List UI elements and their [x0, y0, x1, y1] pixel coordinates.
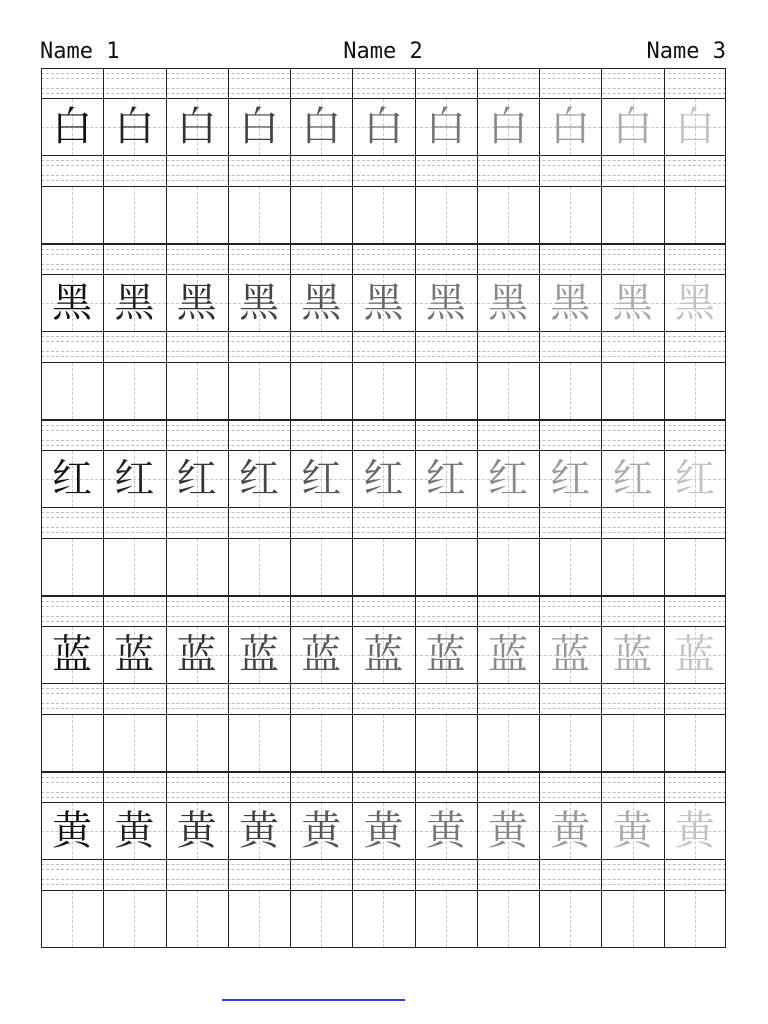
trace-cell[interactable] — [539, 803, 601, 859]
name-2-label: Name 2 — [343, 39, 423, 64]
practice-character: 红 — [425, 456, 466, 502]
practice-grid — [41, 68, 726, 948]
trace-cell[interactable] — [664, 451, 726, 507]
practice-character: 蓝 — [52, 632, 93, 678]
writing-row — [41, 890, 726, 948]
trace-cell[interactable] — [290, 803, 352, 859]
column-line — [477, 68, 478, 948]
trace-cell[interactable] — [352, 275, 414, 331]
name-1-label: Name 1 — [40, 39, 120, 64]
blank-writing-cell[interactable] — [415, 539, 477, 595]
trace-cell[interactable] — [601, 451, 663, 507]
character-band — [41, 596, 726, 772]
practice-character: 蓝 — [238, 632, 279, 678]
blank-writing-cell[interactable] — [477, 891, 539, 947]
column-line — [228, 68, 229, 948]
practice-character: 红 — [674, 456, 715, 502]
trace-cell[interactable] — [41, 99, 103, 155]
trace-cell[interactable] — [103, 627, 165, 683]
blank-writing-cell[interactable] — [477, 715, 539, 771]
blank-writing-cell[interactable] — [601, 363, 663, 419]
pinyin-guide-strip — [41, 508, 726, 538]
blank-writing-cell[interactable] — [290, 363, 352, 419]
trace-cell[interactable] — [103, 99, 165, 155]
pinyin-guide-strip — [41, 244, 726, 274]
practice-character: 红 — [363, 456, 404, 502]
trace-cell[interactable] — [103, 803, 165, 859]
trace-cell[interactable] — [228, 99, 290, 155]
blank-writing-cell[interactable] — [664, 187, 726, 243]
trace-cell[interactable] — [290, 99, 352, 155]
blank-writing-cell[interactable] — [166, 715, 228, 771]
trace-cell[interactable] — [166, 803, 228, 859]
blank-writing-cell[interactable] — [352, 187, 414, 243]
blank-writing-cell[interactable] — [41, 539, 103, 595]
grid-bottom-border — [41, 947, 726, 948]
trace-cell[interactable] — [103, 275, 165, 331]
blank-writing-cell[interactable] — [103, 187, 165, 243]
blank-writing-cell[interactable] — [290, 187, 352, 243]
blank-writing-cell[interactable] — [228, 187, 290, 243]
blank-writing-cell[interactable] — [228, 363, 290, 419]
trace-cell[interactable] — [290, 275, 352, 331]
practice-character: 黑 — [363, 280, 404, 326]
blank-writing-cell[interactable] — [103, 363, 165, 419]
practice-character: 白 — [52, 104, 93, 150]
trace-row — [41, 626, 726, 684]
trace-cell[interactable] — [664, 275, 726, 331]
practice-character: 蓝 — [550, 632, 591, 678]
trace-cell[interactable] — [352, 627, 414, 683]
blank-writing-cell[interactable] — [539, 363, 601, 419]
trace-row — [41, 802, 726, 860]
practice-character: 蓝 — [425, 632, 466, 678]
practice-character: 红 — [550, 456, 591, 502]
writing-row — [41, 362, 726, 420]
pinyin-guide-strip — [41, 68, 726, 98]
trace-cell[interactable] — [664, 99, 726, 155]
trace-cell[interactable] — [290, 627, 352, 683]
practice-character: 红 — [488, 456, 529, 502]
blank-writing-cell[interactable] — [601, 715, 663, 771]
practice-character: 红 — [114, 456, 155, 502]
trace-cell[interactable] — [352, 99, 414, 155]
blank-writing-cell[interactable] — [228, 891, 290, 947]
trace-cell[interactable] — [41, 451, 103, 507]
practice-character: 白 — [114, 104, 155, 150]
trace-cell[interactable] — [228, 451, 290, 507]
blank-writing-cell[interactable] — [290, 539, 352, 595]
blank-writing-cell[interactable] — [539, 715, 601, 771]
blank-writing-cell[interactable] — [664, 363, 726, 419]
trace-cell[interactable] — [41, 627, 103, 683]
pinyin-guide-strip — [41, 772, 726, 802]
trace-cell[interactable] — [601, 99, 663, 155]
practice-character: 黄 — [52, 808, 93, 854]
writing-row — [41, 538, 726, 596]
trace-cell[interactable] — [601, 627, 663, 683]
blank-writing-cell[interactable] — [415, 715, 477, 771]
practice-character: 白 — [674, 104, 715, 150]
column-line — [166, 68, 167, 948]
character-band — [41, 68, 726, 244]
practice-character: 红 — [176, 456, 217, 502]
blank-writing-cell[interactable] — [664, 715, 726, 771]
practice-character: 白 — [301, 104, 342, 150]
trace-row — [41, 98, 726, 156]
practice-character: 蓝 — [363, 632, 404, 678]
blank-writing-cell[interactable] — [103, 891, 165, 947]
trace-cell[interactable] — [41, 275, 103, 331]
blank-writing-cell[interactable] — [415, 187, 477, 243]
practice-character: 白 — [488, 104, 529, 150]
blank-writing-cell[interactable] — [166, 187, 228, 243]
trace-cell[interactable] — [415, 99, 477, 155]
character-band — [41, 244, 726, 420]
practice-character: 红 — [52, 456, 93, 502]
blank-writing-cell[interactable] — [103, 715, 165, 771]
practice-character: 黑 — [238, 280, 279, 326]
blank-writing-cell[interactable] — [166, 891, 228, 947]
blank-writing-cell[interactable] — [664, 891, 726, 947]
practice-character: 黄 — [114, 808, 155, 854]
trace-cell[interactable] — [601, 275, 663, 331]
blank-writing-cell[interactable] — [290, 891, 352, 947]
practice-character: 黑 — [550, 280, 591, 326]
blank-writing-cell[interactable] — [41, 715, 103, 771]
practice-character: 黄 — [301, 808, 342, 854]
practice-character: 黑 — [301, 280, 342, 326]
blank-writing-cell[interactable] — [477, 539, 539, 595]
blank-writing-cell[interactable] — [103, 539, 165, 595]
trace-cell[interactable] — [539, 451, 601, 507]
trace-cell[interactable] — [415, 803, 477, 859]
trace-cell[interactable] — [539, 627, 601, 683]
trace-cell[interactable] — [477, 451, 539, 507]
column-line — [290, 68, 291, 948]
writing-row — [41, 186, 726, 244]
trace-cell[interactable] — [664, 803, 726, 859]
column-line — [103, 68, 104, 948]
blank-writing-cell[interactable] — [352, 891, 414, 947]
practice-character: 黄 — [176, 808, 217, 854]
trace-cell[interactable] — [352, 803, 414, 859]
character-band — [41, 420, 726, 596]
character-band — [41, 772, 726, 948]
practice-character: 黑 — [425, 280, 466, 326]
pinyin-guide-strip — [41, 860, 726, 890]
blank-writing-cell[interactable] — [539, 539, 601, 595]
practice-character: 蓝 — [488, 632, 529, 678]
practice-character: 黑 — [52, 280, 93, 326]
writing-row — [41, 714, 726, 772]
practice-character: 黑 — [674, 280, 715, 326]
pinyin-guide-strip — [41, 332, 726, 362]
practice-character: 黄 — [550, 808, 591, 854]
blank-writing-cell[interactable] — [601, 187, 663, 243]
column-line — [601, 68, 602, 948]
trace-cell[interactable] — [477, 803, 539, 859]
trace-cell[interactable] — [539, 99, 601, 155]
footer-link-underline[interactable] — [222, 999, 405, 1001]
trace-cell[interactable] — [415, 451, 477, 507]
practice-character: 黄 — [612, 808, 653, 854]
trace-cell[interactable] — [228, 627, 290, 683]
practice-character: 白 — [425, 104, 466, 150]
practice-character: 蓝 — [114, 632, 155, 678]
practice-character: 黄 — [363, 808, 404, 854]
blank-writing-cell[interactable] — [477, 187, 539, 243]
practice-character: 蓝 — [674, 632, 715, 678]
pinyin-guide-strip — [41, 420, 726, 450]
practice-character: 白 — [238, 104, 279, 150]
trace-cell[interactable] — [415, 627, 477, 683]
trace-cell[interactable] — [166, 451, 228, 507]
blank-writing-cell[interactable] — [228, 715, 290, 771]
blank-writing-cell[interactable] — [415, 363, 477, 419]
blank-writing-cell[interactable] — [352, 363, 414, 419]
trace-cell[interactable] — [664, 627, 726, 683]
blank-writing-cell[interactable] — [41, 891, 103, 947]
practice-character: 黄 — [238, 808, 279, 854]
pinyin-guide-strip — [41, 156, 726, 186]
column-line — [725, 68, 726, 948]
blank-writing-cell[interactable] — [166, 363, 228, 419]
practice-character: 红 — [238, 456, 279, 502]
blank-writing-cell[interactable] — [166, 539, 228, 595]
trace-cell[interactable] — [477, 275, 539, 331]
worksheet-header — [40, 36, 726, 68]
blank-writing-cell[interactable] — [41, 187, 103, 243]
trace-cell[interactable] — [477, 627, 539, 683]
practice-character: 蓝 — [176, 632, 217, 678]
trace-cell[interactable] — [166, 275, 228, 331]
blank-writing-cell[interactable] — [539, 891, 601, 947]
blank-writing-cell[interactable] — [601, 891, 663, 947]
practice-character: 白 — [363, 104, 404, 150]
trace-cell[interactable] — [290, 451, 352, 507]
practice-character: 黑 — [114, 280, 155, 326]
blank-writing-cell[interactable] — [477, 363, 539, 419]
practice-character: 红 — [612, 456, 653, 502]
practice-character: 黄 — [488, 808, 529, 854]
trace-row — [41, 274, 726, 332]
trace-cell[interactable] — [415, 275, 477, 331]
practice-character: 红 — [301, 456, 342, 502]
trace-cell[interactable] — [477, 99, 539, 155]
practice-character: 黑 — [176, 280, 217, 326]
blank-writing-cell[interactable] — [415, 891, 477, 947]
blank-writing-cell[interactable] — [228, 539, 290, 595]
column-line — [415, 68, 416, 948]
practice-character: 黑 — [612, 280, 653, 326]
practice-character: 蓝 — [612, 632, 653, 678]
trace-cell[interactable] — [41, 803, 103, 859]
trace-cell[interactable] — [166, 627, 228, 683]
blank-writing-cell[interactable] — [352, 715, 414, 771]
practice-character: 黑 — [488, 280, 529, 326]
blank-writing-cell[interactable] — [41, 363, 103, 419]
practice-character: 白 — [550, 104, 591, 150]
blank-writing-cell[interactable] — [664, 539, 726, 595]
trace-cell[interactable] — [228, 803, 290, 859]
blank-writing-cell[interactable] — [539, 187, 601, 243]
column-line — [539, 68, 540, 948]
pinyin-guide-strip — [41, 684, 726, 714]
practice-character: 蓝 — [301, 632, 342, 678]
name-3-label: Name 3 — [646, 39, 726, 64]
trace-cell[interactable] — [166, 99, 228, 155]
blank-writing-cell[interactable] — [290, 715, 352, 771]
column-line — [41, 68, 42, 948]
practice-character: 黄 — [425, 808, 466, 854]
trace-cell[interactable] — [103, 451, 165, 507]
trace-row — [41, 450, 726, 508]
trace-cell[interactable] — [539, 275, 601, 331]
practice-character: 白 — [612, 104, 653, 150]
blank-writing-cell[interactable] — [352, 539, 414, 595]
pinyin-guide-strip — [41, 596, 726, 626]
column-line — [664, 68, 665, 948]
blank-writing-cell[interactable] — [601, 539, 663, 595]
trace-cell[interactable] — [228, 275, 290, 331]
practice-character: 黄 — [674, 808, 715, 854]
trace-cell[interactable] — [601, 803, 663, 859]
practice-character: 白 — [176, 104, 217, 150]
column-line — [352, 68, 353, 948]
trace-cell[interactable] — [352, 451, 414, 507]
